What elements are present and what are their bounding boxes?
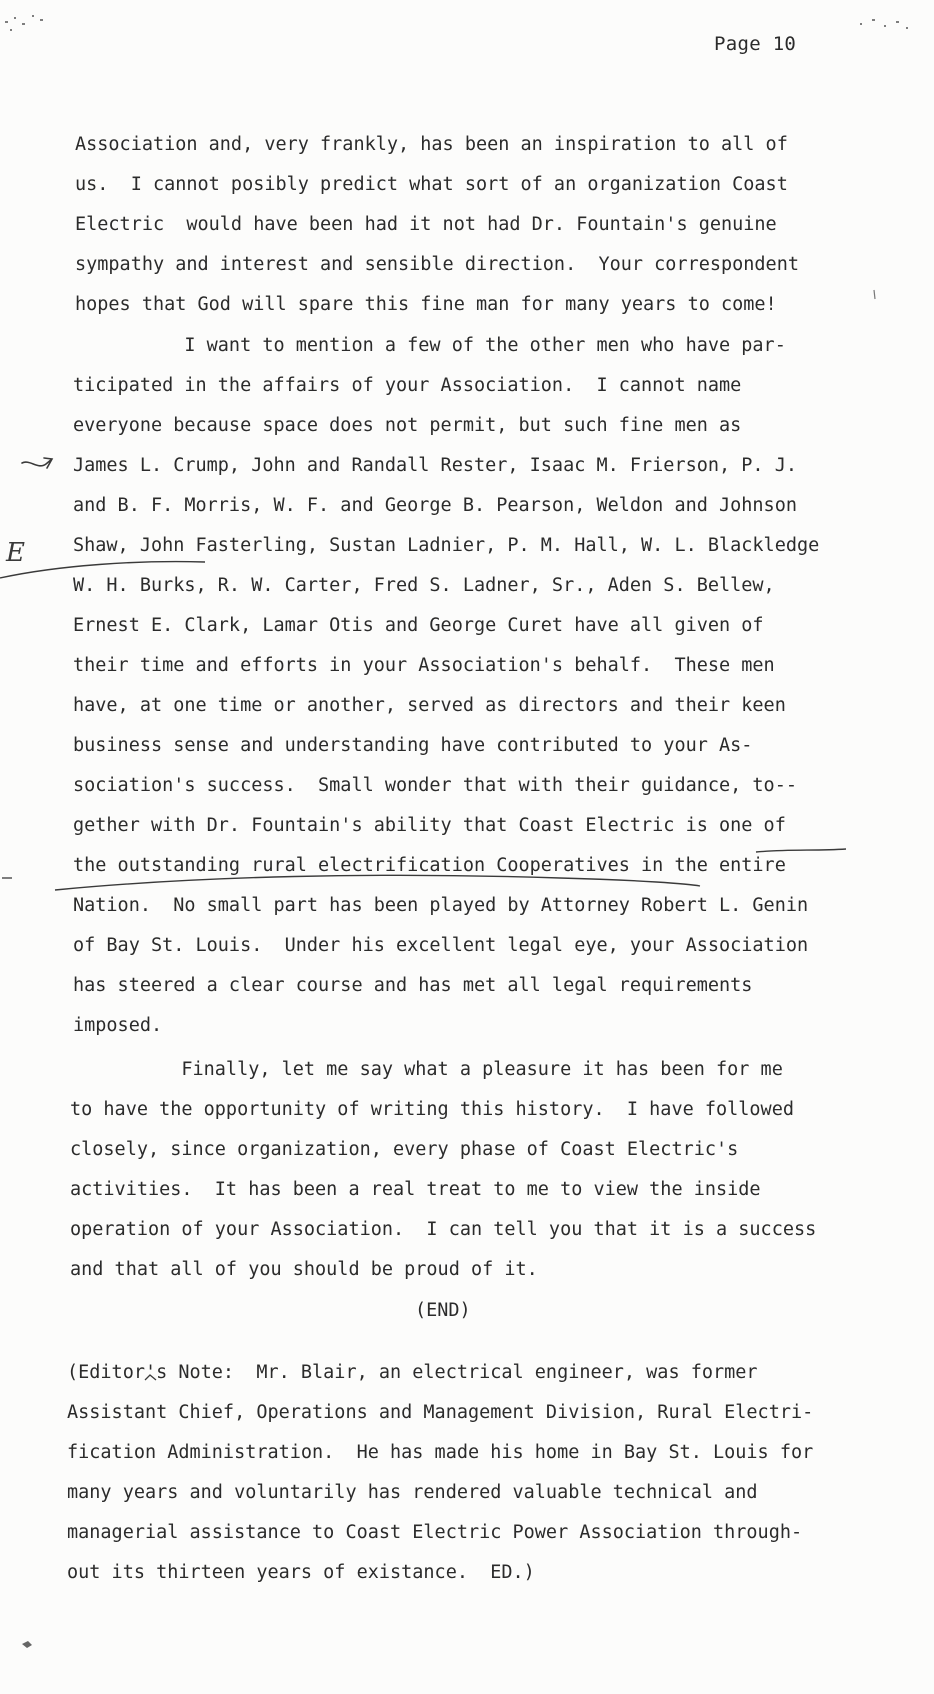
text-line: Finally, let me say what a pleasure it has been for me	[70, 1059, 783, 1080]
text-line: managerial assistance to Coast Electric Power Association through-	[67, 1522, 803, 1543]
text-line: closely, since organization, every phase of Coast Electric's	[70, 1139, 739, 1160]
text-line: fication Administration. He has made his home in Bay St. Louis for	[67, 1442, 814, 1463]
text-line: of Bay St. Louis. Under his excellent legal eye, your Association	[73, 935, 809, 956]
text-line: sympathy and interest and sensible direction. Your correspondent	[75, 254, 799, 275]
scan-specks-right	[860, 20, 908, 28]
text-line: business sense and understanding have contributed to your As-	[73, 735, 753, 756]
scan-specks-left	[5, 16, 43, 30]
text-line: Assistant Chief, Operations and Management Division, Rural Electri-	[67, 1402, 814, 1423]
margin-arrow-mark	[22, 458, 52, 468]
text-line: (Editor's Note: Mr. Blair, an electrical engineer, was former	[67, 1362, 758, 1383]
text-line: Shaw, John Fasterling, Sustan Ladnier, P. M. Hall, W. L. Blackledge	[73, 535, 820, 556]
text-line: everyone because space does not permit, but such fine men as	[73, 415, 742, 436]
paragraph-1	[75, 125, 799, 325]
text-line: to have the opportunity of writing this history. I have followed	[70, 1099, 794, 1120]
text-line: W. H. Burks, R. W. Carter, Fred S. Ladner, Sr., Aden S. Bellew,	[73, 575, 775, 596]
text-line: have, at one time or another, served as directors and their keen	[73, 695, 786, 716]
text-line: I want to mention a few of the other men who have par-	[73, 335, 786, 356]
page-number: Page 10	[714, 33, 797, 55]
text-line: and that all of you should be proud of it.	[70, 1259, 538, 1280]
text-line: sociation's success. Small wonder that with their guidance, to--	[73, 775, 797, 796]
text-line: and B. F. Morris, W. F. and George B. Pearson, Weldon and Johnson	[73, 495, 797, 516]
paragraph-2	[73, 326, 819, 1046]
text-line: us. I cannot posibly predict what sort of an organization Coast	[75, 174, 788, 195]
text-line: the outstanding rural electrification Cooperatives in the entire	[73, 855, 786, 876]
text-line: Ernest E. Clark, Lamar Otis and George Curet have all given of	[73, 615, 764, 636]
text-line: Electric would have been had it not had Dr. Fountain's genuine	[75, 214, 777, 235]
margin-letter-e: E	[6, 538, 25, 568]
text-line: imposed.	[73, 1015, 163, 1036]
text-line: many years and voluntarily has rendered valuable technical and	[67, 1482, 758, 1503]
text-line: James L. Crump, John and Randall Rester, Isaac M. Frierson, P. J.	[73, 455, 797, 476]
text-line: activities. It has been a real treat to me to view the inside	[70, 1179, 761, 1200]
paragraph-3	[70, 1050, 816, 1290]
text-line: has steered a clear course and has met all legal requirements	[73, 975, 753, 996]
text-line: hopes that God will spare this fine man for many years to come!	[75, 294, 777, 315]
margin-tick-right	[874, 290, 875, 299]
text-line: ticipated in the affairs of your Association. I cannot name	[73, 375, 742, 396]
smudge-mark	[22, 1641, 32, 1648]
text-line: out its thirteen years of existance. ED.)	[67, 1562, 535, 1583]
end-marker: (END)	[415, 1300, 471, 1321]
text-line: their time and efforts in your Association's behalf. These men	[73, 655, 775, 676]
text-line: operation of your Association. I can tell you that it is a success	[70, 1219, 817, 1240]
editor-note	[67, 1353, 813, 1593]
text-line: Nation. No small part has been played by Attorney Robert L. Genin	[73, 895, 809, 916]
text-line: Association and, very frankly, has been an inspiration to all of	[75, 134, 788, 155]
text-line: gether with Dr. Fountain's ability that Coast Electric is one of	[73, 815, 786, 836]
